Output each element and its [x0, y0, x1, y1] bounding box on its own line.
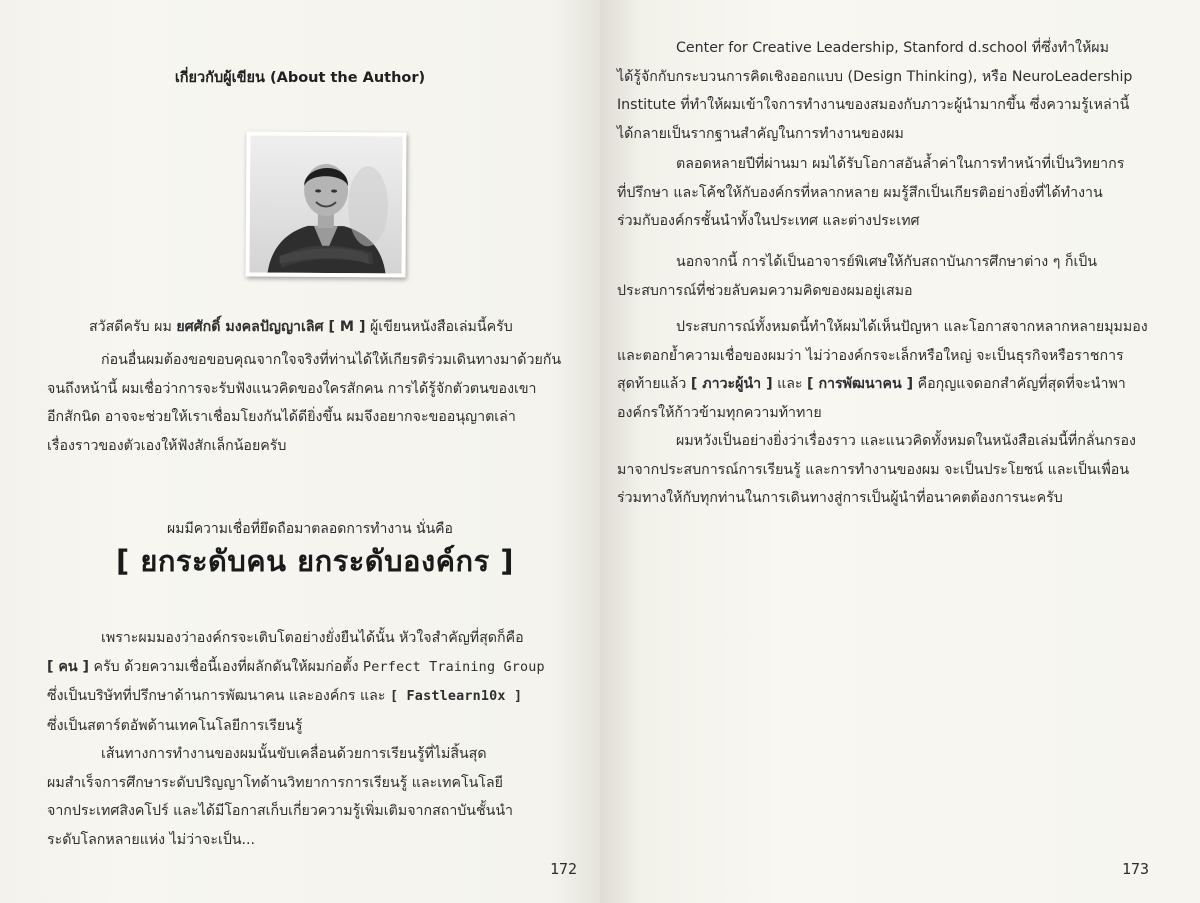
experience-paragraph [617, 313, 1148, 427]
paragraph-line: ผมหวังเป็นอย่างยิ่งว่าเรื่องราว และแนวคิดทั้งหมดในหนังสือเล่มนี้ที่กลั่นกรอง [676, 433, 1136, 449]
keyword-people-development: [ การพัฒนาคน ] [807, 376, 914, 392]
paragraph-text: ซึ่งเป็นบริษัทที่ปรึกษาด้านการพัฒนาคน และองค์กร และ [47, 688, 391, 704]
company-paragraph [47, 624, 545, 740]
author-portrait-icon [250, 135, 403, 273]
startup-name: [ Fastlearn10x ] [390, 689, 523, 704]
intro-paragraph [47, 346, 561, 460]
company-name: Perfect Training Group [363, 659, 545, 675]
keyword-leadership: [ ภาวะผู้นำ ] [690, 376, 773, 392]
paragraph-line: มาจากประสบการณ์การเรียนรู้ และการทำงานของผม จะเป็นประโยชน์ และเป็นเพื่อน [617, 461, 1130, 478]
keyword-people: [ คน ] [47, 658, 90, 675]
paragraph-line: ตลอดหลายปีที่ผ่านมา ผมได้รับโอกาสอันล้ำค่าในการทำหน้าที่เป็นวิทยากร [676, 156, 1125, 172]
paragraph-line: จากประเทศสิงคโปร์ และได้มีโอกาสเก็บเกี่ยวความรู้เพิ่มเติมจากสถาบันชั้นนำ [47, 803, 513, 819]
paragraph-line: Institute ที่ทำให้ผมเข้าใจการทำงานของสมองกับภาวะผู้นำมากขึ้น ซึ่งความรู้เหล่านี้ [617, 97, 1130, 113]
paragraph-line: ระดับโลกหลายแห่ง ไม่ว่าจะเป็น... [47, 831, 256, 848]
paragraph-line: ประสบการณ์ที่ช่วยลับคมความคิดของผมอยู่เสมอ [617, 282, 913, 299]
greeting-prefix: สวัสดีครับ ผม [89, 319, 177, 335]
page-number: 172 [550, 860, 578, 878]
author-photo-frame [245, 131, 406, 277]
page-number: 173 [1122, 860, 1150, 878]
page-heading: เกี่ยวกับผู้เขียน (About the Author) [174, 70, 426, 86]
paragraph-text: และ [772, 376, 808, 392]
paragraph-line: ผมสำเร็จการศึกษาระดับปริญญาโทด้านวิทยาการการเรียนรู้ และเทคโนโลยี [47, 774, 503, 791]
paragraph-line: ได้รู้จักกับกระบวนการคิดเชิงออกแบบ (Design Thinking), หรือ NeuroLeadership [617, 68, 1133, 85]
paragraph-line: ได้กลายเป็นรากฐานสำคัญในการทำงานของผม [617, 125, 904, 142]
paragraph-line: Center for Creative Leadership, Stanford d.school ที่ซึ่งทำให้ผม [676, 40, 1109, 56]
paragraph-line: ร่วมกับองค์กรชั้นนำทั้งในประเทศ และต่างประเทศ [617, 213, 920, 229]
paragraph-line: เส้นทางการทำงานของผมนั้นขับเคลื่อนด้วยการเรียนรู้ที่ไม่สิ้นสุด [101, 746, 487, 762]
paragraph-line: จนถึงหน้านี้ ผมเชื่อว่าการจะรับฟังแนวคิดของใครสักคน การได้รู้จักตัวตนของเขา [47, 380, 537, 397]
greeting-paragraph [89, 313, 513, 342]
paragraph-line: ร่วมทางให้กับทุกท่านในการเดินทางสู่การเป็นผู้นำที่อนาคตต้องการนะครับ [617, 490, 1063, 506]
paragraph-line: ประสบการณ์ทั้งหมดนี้ทำให้ผมได้เห็นปัญหา และโอกาสจากหลากหลายมุมมอง [676, 319, 1148, 335]
paragraph-line: อีกสักนิด อาจจะช่วยให้เราเชื่อมโยงกันได้ดียิ่งขึ้น ผมจึงอยากจะขออนุญาตเล่า [47, 409, 516, 425]
paragraph-line: เรื่องราวของตัวเองให้ฟังสักเล็กน้อยครับ [47, 437, 287, 454]
career-paragraph [617, 150, 1124, 236]
lecturer-paragraph [617, 248, 1097, 305]
paragraph-text: สุดท้ายแล้ว [617, 376, 691, 392]
paragraph-line: นอกจากนี้ การได้เป็นอาจารย์พิเศษให้กับสถาบันการศึกษาต่าง ๆ ก็เป็น [676, 254, 1098, 270]
author-tag: [ M ] [323, 319, 366, 335]
right-page [600, 0, 1200, 903]
belief-intro: ผมมีความเชื่อที่ยึดถือมาตลอดการทำงาน นั่นคือ [167, 521, 453, 537]
motto-heading: [ ยกระดับคน ยกระดับองค์กร ] [115, 544, 515, 578]
closing-paragraph [617, 427, 1136, 513]
paragraph-line: ก่อนอื่นผมต้องขอขอบคุณจากใจจริงที่ท่านได้ให้เกียรติร่วมเดินทางมาด้วยกัน [101, 352, 562, 368]
author-name: ยศศักดิ์ มงคลปัญญาเลิศ [176, 319, 324, 335]
greeting-suffix: ผู้เขียนหนังสือเล่มนี้ครับ [365, 319, 513, 335]
paragraph-text: ครับ ด้วยความเชื่อนี้เองที่ผลักดันให้ผมก่อตั้ง [89, 658, 364, 675]
paragraph-line: องค์กรให้ก้าวข้ามทุกความท้าทาย [617, 404, 822, 421]
paragraph-line: เพราะผมมองว่าองค์กรจะเติบโตอย่างยั่งยืนได้นั้น หัวใจสำคัญที่สุดก็คือ [101, 630, 524, 646]
paragraph-line: ซึ่งเป็นสตาร์ตอัพด้านเทคโนโลยีการเรียนรู้ [47, 717, 303, 734]
education-paragraph [47, 740, 513, 854]
paragraph-line: ที่ปรึกษา และโค้ชให้กับองค์กรที่หลากหลาย ผมรู้สึกเป็นเกียรติอย่างยิ่งที่ได้ทำงาน [617, 184, 1103, 201]
institutions-paragraph [617, 34, 1132, 148]
paragraph-text: คือกุญแจดอกสำคัญที่สุดที่จะนำพา [913, 376, 1126, 392]
paragraph-line: และตอกย้ำความเชื่อของผมว่า ไม่ว่าองค์กรจะเล็กหรือใหญ่ จะเป็นธุรกิจหรือราชการ [617, 347, 1124, 364]
